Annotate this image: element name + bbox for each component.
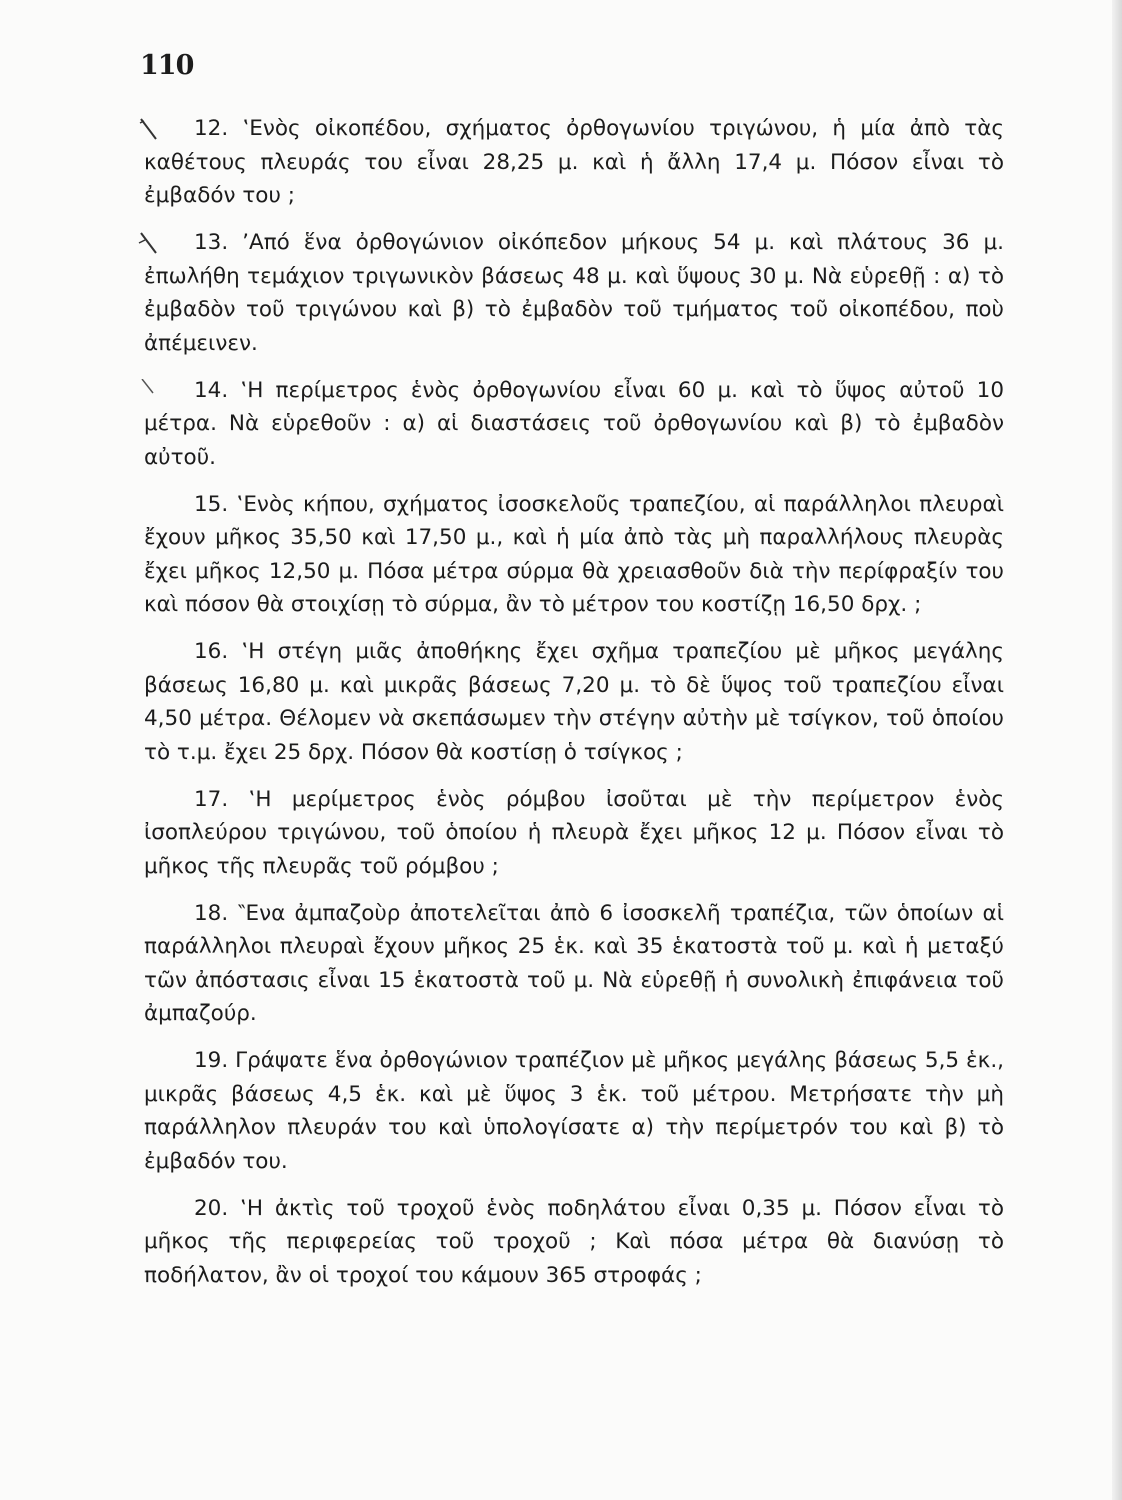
pencil-tick-mark-icon: [138, 379, 160, 403]
problem-12: [144, 112, 1004, 213]
problem-13: [144, 226, 1004, 360]
problem-16: [144, 635, 1004, 769]
problem-text: 20. ‛Η ἀκτὶς τοῦ τροχοῦ ἑνὸς ποδηλάτου εἶναι 0,35 μ. Πόσον εἶναι τὸ μῆκος τῆς περιφερείας τοῦ τροχοῦ ; Καὶ πόσα μέτρα θὰ διανύσῃ τὸ ποδήλατον, ἂν οἱ τροχοί του κάμουν 365 στροφάς ;: [144, 1195, 1004, 1288]
problem-text: 13. ’Από ἕνα ὀρθογώνιον οἰκόπεδον μήκους 54 μ. καὶ πλάτους 36 μ. ἐπωλήθη τεμάχιον τριγωνικὸν βάσεως 48 μ. καὶ ὕψους 30 μ. Νὰ εὑρεθῇ : α) τὸ ἐμβαδὸν τοῦ τριγώνου καὶ β) τὸ ἐμβαδὸν τοῦ τμήματος τοῦ οἰκοπέδου, ποὺ ἀπέμεινεν.: [144, 230, 1004, 356]
page-number: 110: [140, 50, 194, 81]
problem-17: [144, 783, 1004, 884]
problem-20: [144, 1192, 1004, 1293]
problem-19: [144, 1044, 1004, 1178]
page-binding-edge: [1112, 0, 1122, 1500]
problem-text: 18. ‶Ενα ἀμπαζοὺρ ἀποτελεῖται ἀπὸ 6 ἰσοσκελῆ τραπέζια, τῶν ὁποίων αἱ παράλληλοι πλευραὶ ἔχουν μῆκος 25 ἑκ. καὶ 35 ἑκατοστὰ τοῦ μ. καὶ ἡ μεταξύ τῶν ἀπόστασις εἶναι 15 ἑκατοστὰ τοῦ μ. Νὰ εὑρεθῇ ἡ συνολικὴ ἐπιφάνεια τοῦ ἀμπαζούρ.: [144, 900, 1004, 1026]
problem-text: 12. ‛Ενὸς οἰκοπέδου, σχήματος ὀρθογωνίου τριγώνου, ἡ μία ἀπὸ τὰς καθέτους πλευράς του εἶναι 28,25 μ. καὶ ἡ ἄλλη 17,4 μ. Πόσον εἶναι τὸ ἐμβαδόν του ;: [144, 116, 1004, 208]
problem-text: 19. Γράψατε ἕνα ὀρθογώνιον τραπέζιον μὲ μῆκος μεγάλης βάσεως 5,5 ἑκ., μικρᾶς βάσεως 4,5 ἑκ. καὶ μὲ ὕψος 3 ἑκ. τοῦ μέτρου. Μετρήσατε τὴν μὴ παράλληλον πλευράν του καὶ ὑπολογίσατε α) τὴν περίμετρόν του καὶ β) τὸ ἐμβαδόν του.: [144, 1048, 1004, 1174]
pencil-tick-mark-icon: [138, 231, 160, 255]
problem-text: 17. ‛Η μερίμετρος ἑνὸς ρόμβου ἰσοῦται μὲ τὴν περίμετρον ἑνὸς ἰσοπλεύρου τριγώνου, τοῦ ὁποίου ἡ πλευρὰ ἔχει μῆκος 12 μ. Πόσον εἶναι τὸ μῆκος τῆς πλευρᾶς τοῦ ρόμβου ;: [144, 786, 1004, 879]
problem-text: 16. ‛Η στέγη μιᾶς ἀποθήκης ἔχει σχῆμα τραπεζίου μὲ μῆκος μεγάλης βάσεως 16,80 μ. καὶ μικρᾶς βάσεως 7,20 μ. τὸ δὲ ὕψος τοῦ τραπεζίου εἶναι 4,50 μέτρα. Θέλομεν νὰ σκεπάσωμεν τὴν στέγην αὐτὴν μὲ τσίγκον, τοῦ ὁποίου τὸ τ.μ. ἔχει 25 δρχ. Πόσον θὰ κοστίσῃ ὁ τσίγκος ;: [144, 639, 1004, 765]
problem-15: [144, 488, 1004, 622]
problem-text: 14. ‛Η περίμετρος ἑνὸς ὀρθογωνίου εἶναι 60 μ. καὶ τὸ ὕψος αὐτοῦ 10 μέτρα. Νὰ εὑρεθοῦν : α) αἱ διαστάσεις τοῦ ὀρθογωνίου καὶ β) τὸ ἐμβαδὸν αὐτοῦ.: [144, 377, 1004, 470]
pencil-tick-mark-icon: [138, 117, 160, 141]
problem-14: [144, 374, 1004, 475]
problem-list: [144, 112, 1004, 1306]
problem-18: [144, 897, 1004, 1031]
problem-text: 15. ‛Ενὸς κήπου, σχήματος ἰσοσκελοῦς τραπεζίου, αἱ παράλληλοι πλευραὶ ἔχουν μῆκος 35,50 καὶ 17,50 μ., καὶ ἡ μία ἀπὸ τὰς μὴ παραλλήλους πλευρὰς ἔχει μῆκος 12,50 μ. Πόσα μέτρα σύρμα θὰ χρειασθοῦν διὰ τὴν περίφραξίν του καὶ πόσον θὰ στοιχίσῃ τὸ σύρμα, ἂν τὸ μέτρον του κοστίζῃ 16,50 δρχ. ;: [144, 491, 1004, 617]
